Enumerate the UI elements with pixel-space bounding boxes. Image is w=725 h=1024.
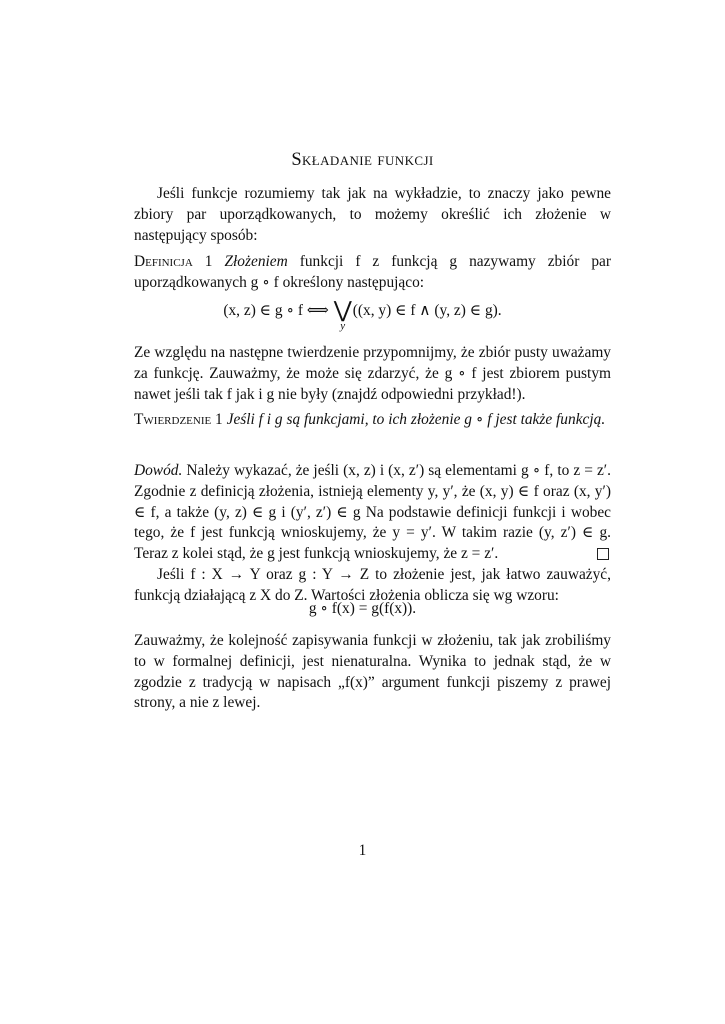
formula-right: ((x, y) ∈ f ∧ (y, z) ∈ g). xyxy=(352,302,502,319)
qed-symbol xyxy=(597,548,609,560)
proof-text: Należy wykazać, że jeśli (x, z) i (x, z′) są elementami g ∘ f, to z = z′. Zgodnie z definicją złożenia, istnieją elementy y, y′, że (x, y) ∈ f oraz (x, y′) ∈ f, a także (y, z) ∈ g i (y′, z′) ∈ g Na podstawie definicji funkcji i wobec tego, że f jest funkcją wnioskujemy, że y = y′. W takim razie (y, z′) ∈ g. Teraz z kolei stąd, że g jest funkcją wnioskujemy, że z = z′. xyxy=(134,462,611,563)
intro-text: Jeśli funkcje rozumiemy tak jak na wykładzie, to znaczy jako pewne zbiory par uporządkowanych, to możemy określić ich złożenie w następujący sposób: xyxy=(134,185,611,244)
document-title: Składanie funkcji xyxy=(291,150,434,170)
theorem-text: Jeśli f i g są funkcjami, to ich złożenie g ∘ f jest także funkcją. xyxy=(226,411,606,428)
theorem-heading: Twierdzenie 1 xyxy=(134,411,223,428)
big-vee-symbol: ⋁ y xyxy=(333,297,352,332)
composition-formula: g ∘ f(x) = g(f(x)). xyxy=(308,600,417,617)
definition-block xyxy=(134,252,611,294)
closing-text: Zauważmy, że kolejność zapisywania funkcji w złożeniu, tak jak zrobiliśmy to w formalnej definicji, jest nienaturalna. Wynika to jednak stąd, że w zgodzie z tradycją w napisach „f(x)” argument funkcji piszemy z prawej strony, a nie z lewej. xyxy=(134,632,611,712)
follow-text: Jeśli f : X → Y oraz g : Y → Z to złożenie jest, jak łatwo zauważyć, funkcją działającą z X do Z. Wartości złożenia oblicza się wg wzoru: xyxy=(134,565,611,604)
theorem-block xyxy=(134,410,611,431)
formula-left: (x, z) ∈ g ∘ f ⟺ xyxy=(223,302,333,319)
intro-paragraph xyxy=(134,184,611,246)
proof-heading: Dowód. xyxy=(134,462,183,479)
definition-text: funkcji f z funkcją g nazywamy zbiór par uporządkowanych g ∘ f określony następująco: xyxy=(134,253,611,291)
remark-paragraph xyxy=(134,343,611,405)
closing-paragraph xyxy=(134,631,611,714)
definition-term: Złożeniem xyxy=(224,253,288,270)
page-number: 1 xyxy=(358,842,367,859)
remark-text: Ze względu na następne twierdzenie przypomnijmy, że zbiór pusty uważamy za funkcję. Zauważmy, że może się zdarzyć, że g ∘ f jest zbiorem pustym nawet jeśli tak f jak i g nie były (znajdź odpowiedni przykład!). xyxy=(134,344,611,403)
definition-formula xyxy=(0,297,725,332)
definition-heading: Definicja 1 xyxy=(134,253,213,270)
proof-block xyxy=(134,461,611,607)
big-vee-subscript: y xyxy=(340,320,346,332)
